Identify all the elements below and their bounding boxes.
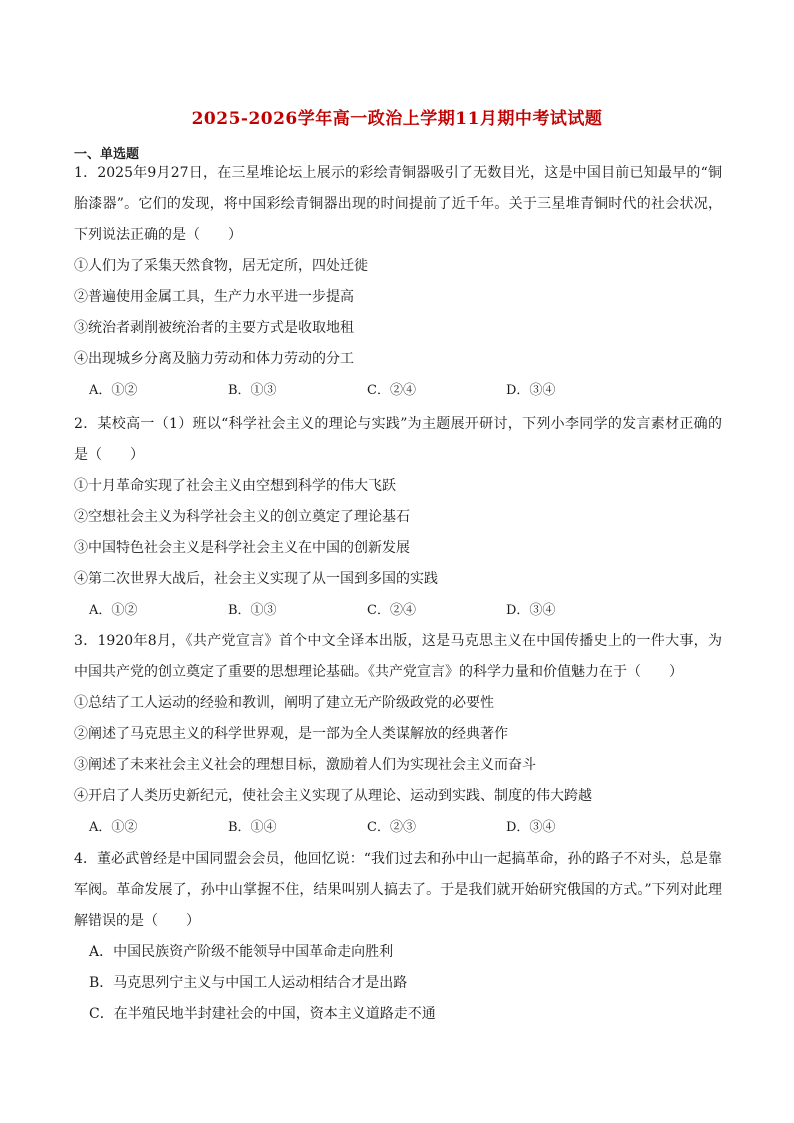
section-heading: 一、单选题: [74, 147, 140, 162]
choice-c: C．②④: [367, 603, 416, 618]
choice-c: C．②③: [367, 820, 416, 835]
statement-option: ④第二次世界大战后，社会主义实现了从一国到多国的实践: [74, 571, 438, 587]
question-2: [74, 409, 722, 626]
choice-b: B．①④: [228, 820, 277, 835]
question-stem: 2．某校高一（1）班以“科学社会主义的理论与实践”为主题展开研讨，下列小李同学的发言素材正确的是（ ）: [74, 416, 722, 463]
question-3: [74, 626, 722, 843]
choice-b: B．①③: [228, 383, 277, 398]
choice-d: D．③④: [506, 603, 556, 618]
answer-choices: [74, 812, 722, 843]
statement-option: ④出现城乡分离及脑力劳动和体力劳动的分工: [74, 351, 354, 367]
choice-a: A．中国民族资产阶级不能领导中国革命走向胜利: [89, 944, 394, 960]
statement-option: ③中国特色社会主义是科学社会主义在中国的创新发展: [74, 540, 410, 556]
question-stem: 3．1920年8月，《共产党宣言》首个中文全译本出版，这是马克思主义在中国传播史上的一件大事，为中国共产党的创立奠定了重要的思想理论基础。《共产党宣言》的科学力量和价值魅力在于（ ）: [74, 633, 722, 680]
choice-a: A．①②: [89, 603, 138, 618]
choice-d: D．③④: [506, 383, 556, 398]
choice-c: C．②④: [367, 383, 416, 398]
choice-a: A．①②: [89, 383, 138, 398]
choice-d: D．③④: [506, 820, 556, 835]
choice-c: C．在半殖民地半封建社会的中国，资本主义道路走不通: [89, 1006, 436, 1022]
choice-a: A．①②: [89, 820, 138, 835]
choice-b: B．①③: [228, 603, 277, 618]
question-stem: 4．董必武曾经是中国同盟会会员，他回忆说：“我们过去和孙中山一起搞革命，孙的路子不对头，总是靠军阀。革命发展了，孙中山掌握不住，结果叫别人搞去了。于是我们就开始研究俄国的方式。”下列对此理解错误的是（ ）: [74, 851, 722, 929]
statement-option: ②普遍使用金属工具，生产力水平进一步提高: [74, 289, 354, 305]
statement-option: ①总结了工人运动的经验和教训，阐明了建立无产阶级政党的必要性: [74, 695, 494, 711]
statement-option: ②空想社会主义为科学社会主义的创立奠定了理论基石: [74, 509, 410, 525]
question-1: [74, 158, 722, 406]
answer-choices: [74, 375, 722, 406]
statement-option: ④开启了人类历史新纪元，使社会主义实现了从理论、运动到实践、制度的伟大跨越: [74, 788, 592, 804]
statement-option: ③统治者剥削被统治者的主要方式是收取地租: [74, 320, 354, 336]
statement-option: ①十月革命实现了社会主义由空想到科学的伟大飞跃: [74, 478, 396, 494]
answer-choices: [74, 595, 722, 626]
statement-option: ③阐述了未来社会主义社会的理想目标，激励着人们为实现社会主义而奋斗: [74, 757, 536, 773]
choice-b: B．马克思列宁主义与中国工人运动相结合才是出路: [89, 975, 408, 991]
statement-option: ①人们为了采集天然食物，居无定所，四处迁徙: [74, 258, 368, 274]
question-stem: 1．2025年9月27日，在三星堆论坛上展示的彩绘青铜器吸引了无数目光，这是中国目前已知最早的“铜胎漆器”。它们的发现，将中国彩绘青铜器出现的时间提前了近千年。关于三星堆青铜时代的社会状况，下列说法正确的是（ ）: [74, 165, 722, 243]
statement-option: ②阐述了马克思主义的科学世界观，是一部为全人类谋解放的经典著作: [74, 726, 508, 742]
page-title: 2025-2026学年高一政治上学期11月期中考试试题: [191, 109, 603, 129]
question-4: [74, 844, 722, 1030]
